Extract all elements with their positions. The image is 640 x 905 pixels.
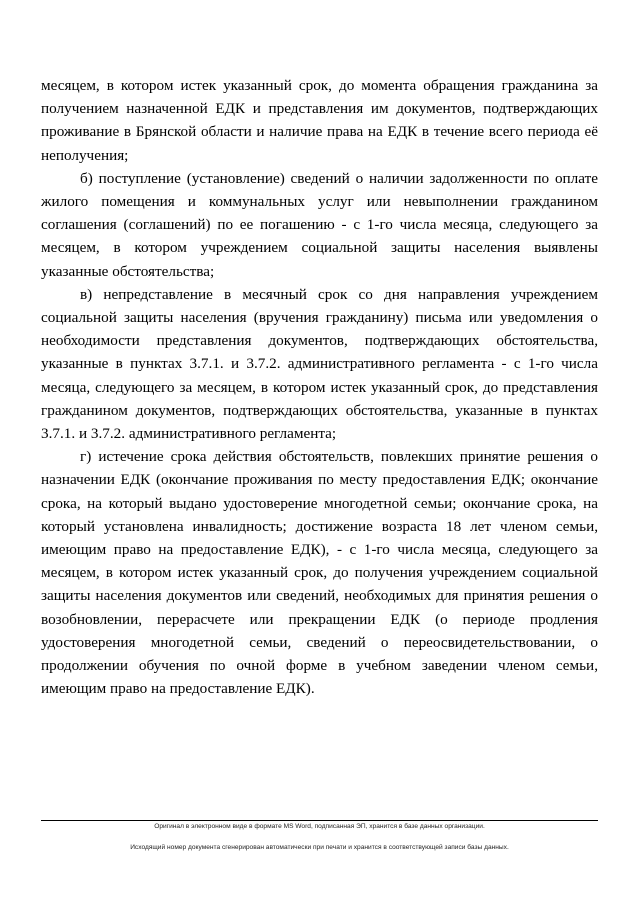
paragraph-item-b: б) поступление (установление) сведений о наличии задолженности по оплате жилого помещения и коммунальных услуг или невыполнении гражданином соглашения (соглашений) по ее погашению - с 1-го числа месяца, следующего за месяцем, в котором учреждением социальной защиты населения выявлены указанные обстоятельства;: [41, 169, 598, 280]
paragraph-item-v: в) непредставление в месячный срок со дня направления учреждением социальной защиты населения (вручения гражданину) письма или уведомления о необходимости представления документов, подтверждающих обстоятельства, указанные в пунктах 3.7.1. и 3.7.2. административного регламента - с 1-го числа месяца, следующего за месяцем, в котором истек указанный срок, до представления гражданином документов, подтверждающих обстоятельства, указанные в пунктах 3.7.1. и 3.7.2. административного регламента;: [41, 285, 598, 443]
footer-note-number: Исходящий номер документа сгенерирован автоматически при печати и хранится в соответствующей записи базы данных.: [130, 844, 509, 851]
document-body: [41, 74, 598, 700]
paragraph-item-g: г) истечение срока действия обстоятельств, повлекших принятие решения о назначении ЕДК (окончание проживания по месту предоставления ЕДК; окончание срока, на который выдано удостоверение многодетной семьи; окончание срока, на который установлена инвалидность; достижение возраста 18 лет членом семьи, имеющим право на предоставление ЕДК), - с 1-го числа месяца, следующего за месяцем, в котором истек указанный срок, до получения учреждением социальной защиты населения документов или сведений, необходимых для принятия решения о возобновлении, перерасчете или прекращении ЕДК (о периоде продления удостоверения многодетной семьи, сведений о переосвидетельствовании, о продолжении обучения по очной форме в учебном заведении членом семьи, имеющим право на предоставление ЕДК).: [41, 448, 598, 698]
paragraph-continuation: месяцем, в котором истек указанный срок, до момента обращения гражданина за получением назначенной ЕДК и представления им документов, подтверждающих проживание в Брянской области и наличие права на ЕДК в течение всего периода её неполучения;: [41, 77, 598, 164]
footer-divider: [41, 820, 598, 821]
footer-note-original: Оригинал в электронном виде в формате MS Word, подписанная ЭП, хранится в базе данных организации.: [154, 823, 485, 830]
